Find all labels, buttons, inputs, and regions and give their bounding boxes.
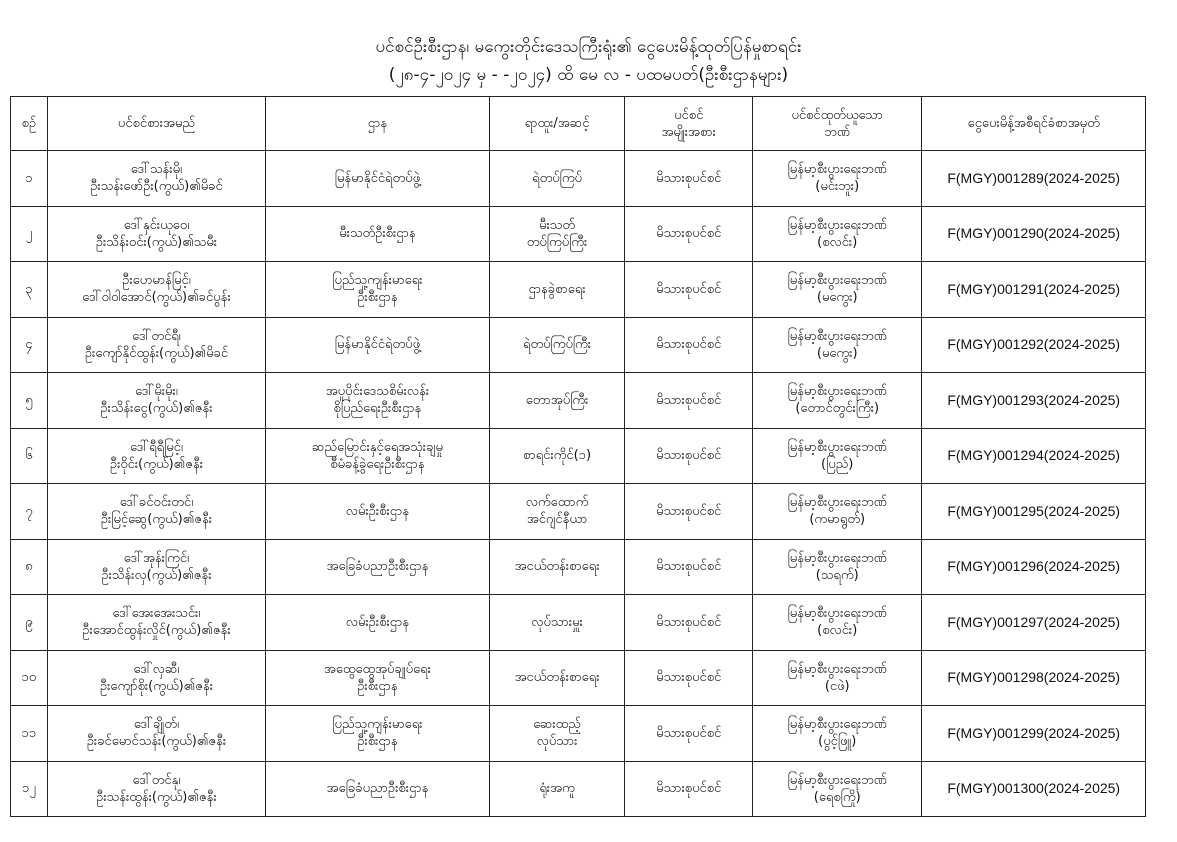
cell-rank: ရဲတပ်ကြပ်ကြီး <box>489 317 625 373</box>
table-row <box>11 428 1146 484</box>
cell-reference: F(MGY)001292(2024-2025) <box>922 317 1146 373</box>
cell-rank: လက်ထောက် အင်ဂျင်နီယာ <box>489 484 625 540</box>
cell-department: လမ်းဦးစီးဌာန <box>266 595 490 651</box>
cell-pension-type: မိသားစုပင်စင် <box>625 151 753 207</box>
cell-pension-type: မိသားစုပင်စင် <box>625 539 753 595</box>
cell-rank: မီးသတ် တပ်ကြပ်ကြီး <box>489 206 625 262</box>
cell-rank: လုပ်သားမှူး <box>489 595 625 651</box>
cell-department: အခြေခံပညာဦးစီးဌာန <box>266 539 490 595</box>
header-reference: ငွေပေးမိန့်အစီရင်ခံစာအမှတ် <box>922 97 1146 151</box>
table-row <box>11 706 1146 762</box>
pension-table <box>10 96 1146 817</box>
cell-department: ပြည်သူ့ကျန်းမာရေး ဦးစီးဌာန <box>266 262 490 318</box>
cell-reference: F(MGY)001296(2024-2025) <box>922 539 1146 595</box>
header-pension-type: ပင်စင် အမျိုးအစား <box>625 97 753 151</box>
cell-no: ၇ <box>11 484 48 540</box>
cell-department: မီးသတ်ဦးစီးဌာန <box>266 206 490 262</box>
cell-rank: အငယ်တန်းစာရေး <box>489 650 625 706</box>
cell-pensioner-name: ဒေါ်သန်းမို၊ ဦးသန်းဖော်ဦး(ကွယ်)၏မိခင် <box>47 151 265 207</box>
cell-bank: မြန်မာ့စီးပွားရေးဘဏ် (မကွေး) <box>753 317 922 373</box>
cell-reference: F(MGY)001294(2024-2025) <box>922 428 1146 484</box>
cell-bank: မြန်မာ့စီးပွားရေးဘဏ် (မကွေး) <box>753 262 922 318</box>
cell-department: လမ်းဦးစီးဌာန <box>266 484 490 540</box>
cell-pensioner-name: ဒေါ်လှဆီ၊ ဦးကျော်စိုး(ကွယ်)၏ဇနီး <box>47 650 265 706</box>
cell-rank: တောအုပ်ကြီး <box>489 373 625 429</box>
document-title: ပင်စင်ဦးစီးဌာန၊ မကွေးတိုင်းဒေသကြီးရုံး၏ ငွေပေးမိန့်ထုတ်ပြန်မှုစာရင်း <box>375 37 802 57</box>
table-row <box>11 650 1146 706</box>
cell-pensioner-name: ဒေါ်နှင်းယုဝေ၊ ဦးသိန်းဝင်း(ကွယ်)၏သမီး <box>47 206 265 262</box>
cell-bank: မြန်မာ့စီးပွားရေးဘဏ် (ကမာရွတ်) <box>753 484 922 540</box>
table-header-row <box>11 97 1146 151</box>
cell-department: အခြေခံပညာဦးစီးဌာန <box>266 761 490 817</box>
cell-no: ၅ <box>11 373 48 429</box>
cell-pension-type: မိသားစုပင်စင် <box>625 650 753 706</box>
cell-pensioner-name: ဒေါ်အေးအေးသင်း၊ ဦးအောင်ထွန်းလှိုင်(ကွယ်)၏ဇနီး <box>47 595 265 651</box>
cell-bank: မြန်မာ့စီးပွားရေးဘဏ် (သရက်) <box>753 539 922 595</box>
cell-rank: ရဲတပ်ကြပ် <box>489 151 625 207</box>
cell-no: ၄ <box>11 317 48 373</box>
cell-bank: မြန်မာ့စီးပွားရေးဘဏ် (တောင်တွင်းကြီး) <box>753 373 922 429</box>
header-bank: ပင်စင်ထုတ်ယူသော ဘဏ် <box>753 97 922 151</box>
table-row <box>11 761 1146 817</box>
cell-pension-type: မိသားစုပင်စင် <box>625 761 753 817</box>
cell-bank: မြန်မာ့စီးပွားရေးဘဏ် (ပွင့်ဖြူ) <box>753 706 922 762</box>
cell-pension-type: မိသားစုပင်စင် <box>625 706 753 762</box>
cell-pension-type: မိသားစုပင်စင် <box>625 484 753 540</box>
cell-no: ၁၂ <box>11 761 48 817</box>
cell-reference: F(MGY)001297(2024-2025) <box>922 595 1146 651</box>
cell-pensioner-name: ဒေါ်ခင်ဝင်းတင်၊ ဦးမြင့်ဆွေ(ကွယ်)၏ဇနီး <box>47 484 265 540</box>
document-subtitle: (၂၈-၄-၂၀၂၄ မှ - -၂၀၂၄) ထိ မေ လ - ပထမပတ်(ဦးစီးဌာနများ) <box>388 65 789 85</box>
table-row <box>11 206 1146 262</box>
cell-pensioner-name: ဒေါ်ချိုတ်၊ ဦးခင်မောင်သန်း(ကွယ်)၏ဇနီး <box>47 706 265 762</box>
cell-pensioner-name: ဦးဟေမာန်မြင့်၊ ဒေါ်ဝါဝါအောင်(ကွယ်)၏ခင်ပွန်း <box>47 262 265 318</box>
cell-rank: ရုံးအကူ <box>489 761 625 817</box>
cell-no: ၉ <box>11 595 48 651</box>
cell-bank: မြန်မာ့စီးပွားရေးဘဏ် (မင်းဘူး) <box>753 151 922 207</box>
header-department: ဌာန <box>266 97 490 151</box>
cell-reference: F(MGY)001291(2024-2025) <box>922 262 1146 318</box>
table-row <box>11 317 1146 373</box>
cell-department: အထွေထွေအုပ်ချုပ်ရေး ဦးစီးဌာန <box>266 650 490 706</box>
cell-rank: စာရင်းကိုင်(၁) <box>489 428 625 484</box>
cell-pension-type: မိသားစုပင်စင် <box>625 373 753 429</box>
cell-no: ၂ <box>11 206 48 262</box>
cell-department: မြန်မာနိုင်ငံရဲတပ်ဖွဲ့ <box>266 317 490 373</box>
cell-pension-type: မိသားစုပင်စင် <box>625 428 753 484</box>
cell-rank: အငယ်တန်းစာရေး <box>489 539 625 595</box>
cell-pension-type: မိသားစုပင်စင် <box>625 262 753 318</box>
cell-department: မြန်မာနိုင်ငံရဲတပ်ဖွဲ့ <box>266 151 490 207</box>
cell-reference: F(MGY)001299(2024-2025) <box>922 706 1146 762</box>
cell-rank: ဌာနခွဲစာရေး <box>489 262 625 318</box>
cell-reference: F(MGY)001300(2024-2025) <box>922 761 1146 817</box>
cell-bank: မြန်မာ့စီးပွားရေးဘဏ် (စလင်း) <box>753 595 922 651</box>
cell-bank: မြန်မာ့စီးပွားရေးဘဏ် (ရေစကြို) <box>753 761 922 817</box>
table-row <box>11 595 1146 651</box>
cell-bank: မြန်မာ့စီးပွားရေးဘဏ် (ပြည်) <box>753 428 922 484</box>
cell-reference: F(MGY)001290(2024-2025) <box>922 206 1146 262</box>
cell-pensioner-name: ဒေါ်အုန်းကြင်၊ ဦးသိန်းလှ(ကွယ်)၏ဇနီး <box>47 539 265 595</box>
cell-reference: F(MGY)001295(2024-2025) <box>922 484 1146 540</box>
table-row <box>11 484 1146 540</box>
cell-pension-type: မိသားစုပင်စင် <box>625 317 753 373</box>
table-row <box>11 151 1146 207</box>
cell-reference: F(MGY)001289(2024-2025) <box>922 151 1146 207</box>
cell-no: ၃ <box>11 262 48 318</box>
cell-no: ၈ <box>11 539 48 595</box>
cell-pension-type: မိသားစုပင်စင် <box>625 595 753 651</box>
cell-pension-type: မိသားစုပင်စင် <box>625 206 753 262</box>
table-row <box>11 373 1146 429</box>
header-name: ပင်စင်စားအမည် <box>47 97 265 151</box>
cell-rank: ဆေးထည့် လုပ်သား <box>489 706 625 762</box>
cell-department: ဆည်မြောင်းနှင့်ရေအသုံးချမှု စီမံခန့်ခွဲရေးဦးစီးဌာန <box>266 428 490 484</box>
cell-pensioner-name: ဒေါ်တင်ရီ၊ ဦးကျော်နိုင်ထွန်း(ကွယ်)၏မိခင် <box>47 317 265 373</box>
table-row <box>11 539 1146 595</box>
cell-pensioner-name: ဒေါ်ရီရီမြင့်၊ ဦးဝိုင်း(ကွယ်)၏ဇနီး <box>47 428 265 484</box>
cell-no: ၁၁ <box>11 706 48 762</box>
cell-department: ပြည်သူ့ကျန်းမာရေး ဦးစီးဌာန <box>266 706 490 762</box>
cell-no: ၁ <box>11 151 48 207</box>
table-row <box>11 262 1146 318</box>
header-no: စဉ် <box>11 97 48 151</box>
cell-bank: မြန်မာ့စီးပွားရေးဘဏ် (ငဖဲ) <box>753 650 922 706</box>
header-rank: ရာထူး/အဆင့် <box>489 97 625 151</box>
cell-reference: F(MGY)001298(2024-2025) <box>922 650 1146 706</box>
cell-no: ၆ <box>11 428 48 484</box>
cell-department: အပူပိုင်းဒေသစိမ်းလန်း စိုပြည်ရေးဦးစီးဌာန <box>266 373 490 429</box>
cell-reference: F(MGY)001293(2024-2025) <box>922 373 1146 429</box>
cell-bank: မြန်မာ့စီးပွားရေးဘဏ် (စလင်း) <box>753 206 922 262</box>
cell-pensioner-name: ဒေါ်တင်နု၊ ဦးသန်းထွန်း(ကွယ်)၏ဇနီး <box>47 761 265 817</box>
cell-no: ၁၀ <box>11 650 48 706</box>
cell-pensioner-name: ဒေါ်မိုးမိုး၊ ဦးသိန်းငွေ(ကွယ်)၏ဇနီး <box>47 373 265 429</box>
